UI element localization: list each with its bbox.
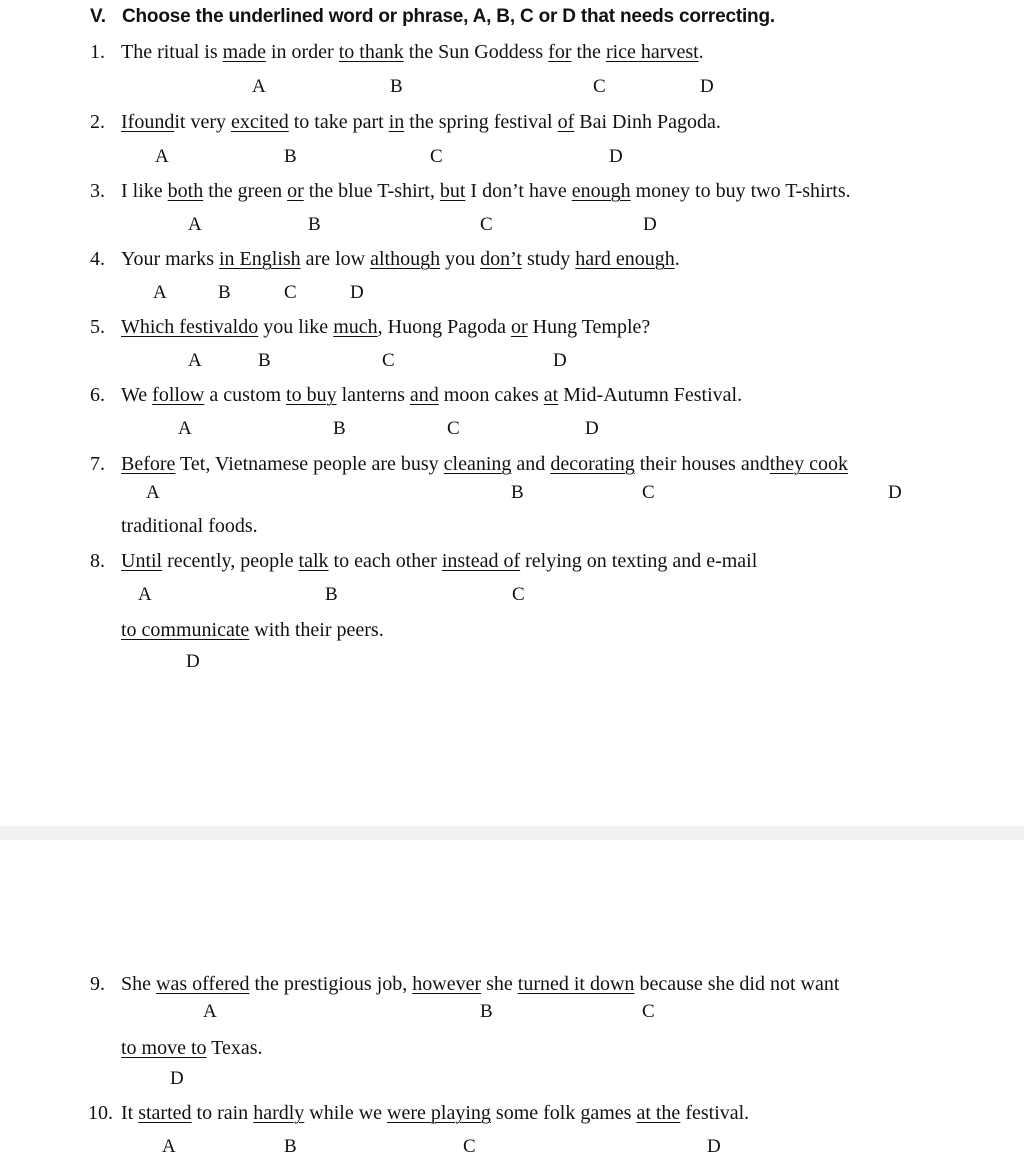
question-7-option-b-phrase: cleaning bbox=[443, 453, 512, 475]
question-2-letter-c: C bbox=[430, 146, 443, 167]
question-4-option-b-phrase: although bbox=[370, 248, 441, 270]
question-2-text: the spring festival bbox=[404, 111, 558, 133]
question-8-option-b-phrase: talk bbox=[298, 550, 329, 572]
question-7-text: their houses and bbox=[634, 453, 770, 475]
question-2-letter-a: A bbox=[155, 146, 169, 167]
question-3-letter-c: C bbox=[480, 214, 493, 235]
question-7-number: 7. bbox=[90, 453, 105, 475]
question-4-sentence bbox=[121, 247, 680, 271]
question-2-letter-d: D bbox=[609, 146, 623, 167]
question-4-option-c-phrase: don’t bbox=[480, 248, 522, 270]
section-heading bbox=[90, 6, 775, 28]
question-6-text: lanterns bbox=[336, 384, 410, 406]
question-6-number: 6. bbox=[90, 384, 105, 406]
question-5-option-a-phrase: Which festival bbox=[121, 316, 239, 338]
question-8-letter-d: D bbox=[186, 651, 200, 672]
question-2-letter-b: B bbox=[284, 146, 297, 167]
question-1-letter-b: B bbox=[390, 76, 403, 97]
question-7-text: and bbox=[511, 453, 551, 475]
question-6-option-d-phrase: at bbox=[543, 384, 559, 406]
question-5-letter-c: C bbox=[382, 350, 395, 371]
question-8-text: to each other bbox=[328, 550, 442, 572]
question-1-text: in order bbox=[265, 41, 339, 63]
question-9-option-d-phrase: to move to bbox=[121, 1037, 207, 1059]
question-10-letter-b: B bbox=[284, 1136, 297, 1157]
question-8-text: with their peers. bbox=[249, 619, 384, 641]
question-10-option-a-phrase: started bbox=[138, 1102, 192, 1124]
question-4-letter-d: D bbox=[350, 282, 364, 303]
question-10-text: some folk games bbox=[490, 1102, 637, 1124]
question-8-option-a-phrase: Until bbox=[121, 550, 163, 572]
question-7-letter-d: D bbox=[888, 482, 902, 503]
question-5-text: you like bbox=[258, 316, 334, 338]
question-10-option-d-phrase: at the bbox=[636, 1102, 681, 1124]
question-2-number: 2. bbox=[90, 111, 105, 133]
worksheet-page-2 bbox=[0, 840, 1024, 1174]
question-6-text: Mid-Autumn Festival. bbox=[558, 384, 743, 406]
question-7-continuation: traditional foods. bbox=[121, 515, 258, 537]
question-9-letter-a: A bbox=[203, 1001, 217, 1022]
section-instruction: Choose the underlined word or phrase, A, B, C or D that needs correcting. bbox=[122, 6, 775, 27]
question-4-number: 4. bbox=[90, 248, 105, 270]
question-1-sentence bbox=[121, 40, 704, 64]
question-8-sentence bbox=[121, 549, 757, 573]
question-10-sentence bbox=[121, 1101, 749, 1125]
question-7-letter-b: B bbox=[511, 482, 524, 503]
question-7-text: Tet, Vietnamese people are busy bbox=[175, 453, 444, 475]
question-1-text: the Sun Goddess bbox=[403, 41, 549, 63]
question-9-option-c-phrase: turned it down bbox=[517, 973, 635, 995]
question-2-text: Bai Dinh Pagoda. bbox=[574, 111, 721, 133]
question-8-text: recently, people bbox=[162, 550, 299, 572]
question-1-option-c-phrase: for bbox=[548, 41, 572, 63]
section-number: V. bbox=[90, 6, 106, 27]
question-2-text: to take part bbox=[288, 111, 389, 133]
question-9-sentence bbox=[121, 972, 839, 996]
question-9-option-a-phrase: was offered bbox=[156, 973, 250, 995]
question-9-option-b-phrase: however bbox=[412, 973, 482, 995]
question-5-text: Hung Temple? bbox=[527, 316, 651, 338]
question-9-letter-c: C bbox=[642, 1001, 655, 1022]
question-4-option-d-phrase: hard enough bbox=[575, 248, 675, 270]
question-9-text: she bbox=[481, 973, 518, 995]
question-9-text: because she did not want bbox=[634, 973, 840, 995]
question-3-text: the blue T-shirt, bbox=[303, 180, 440, 202]
question-10-option-c-phrase: were playing bbox=[387, 1102, 491, 1124]
question-10-text: It bbox=[121, 1102, 139, 1124]
question-10-letter-a: A bbox=[162, 1136, 176, 1157]
question-7-option-d-phrase: they cook bbox=[769, 453, 849, 475]
question-7-letter-a: A bbox=[146, 482, 160, 503]
question-2-option-b-phrase: found bbox=[127, 111, 175, 133]
question-3-text: I don’t have bbox=[465, 180, 572, 202]
question-1-option-b-phrase: to thank bbox=[338, 41, 404, 63]
question-9-continuation bbox=[121, 1036, 263, 1060]
question-6-letter-b: B bbox=[333, 418, 346, 439]
question-10-text: while we bbox=[304, 1102, 388, 1124]
question-10-text: to rain bbox=[191, 1102, 254, 1124]
question-9-letter-b: B bbox=[480, 1001, 493, 1022]
question-4-letter-c: C bbox=[284, 282, 297, 303]
question-3-letter-d: D bbox=[643, 214, 657, 235]
question-5-option-d-phrase: or bbox=[510, 316, 528, 338]
question-3-text: money to buy two T-shirts. bbox=[630, 180, 851, 202]
question-5-number: 5. bbox=[90, 316, 105, 338]
question-6-letter-d: D bbox=[585, 418, 599, 439]
question-10-number: 10. bbox=[88, 1102, 113, 1124]
question-1-option-a-phrase: made bbox=[222, 41, 266, 63]
question-1-letter-d: D bbox=[700, 76, 714, 97]
question-5-option-c-phrase: much bbox=[333, 316, 378, 338]
question-2-underlined-phrase: excited bbox=[231, 111, 289, 133]
question-1-letter-c: C bbox=[593, 76, 606, 97]
question-5-text: , Huong Pagoda bbox=[377, 316, 511, 338]
question-6-text: a custom bbox=[204, 384, 287, 406]
question-2-option-c-phrase: in bbox=[388, 111, 405, 133]
question-8-letter-b: B bbox=[325, 584, 338, 605]
question-8-letter-a: A bbox=[138, 584, 152, 605]
question-6-option-c-phrase: and bbox=[409, 384, 439, 406]
question-6-letter-a: A bbox=[178, 418, 192, 439]
question-4-text: you bbox=[440, 248, 481, 270]
question-9-text: the prestigious job, bbox=[249, 973, 413, 995]
question-8-letter-c: C bbox=[512, 584, 525, 605]
question-9-text: She bbox=[121, 973, 156, 995]
question-6-option-b-phrase: to buy bbox=[286, 384, 337, 406]
question-6-text: We bbox=[121, 384, 153, 406]
question-8-text: relying on texting and e-mail bbox=[520, 550, 758, 572]
question-6-sentence bbox=[121, 383, 742, 407]
question-10-letter-c: C bbox=[463, 1136, 476, 1157]
question-2-option-a-phrase: I bbox=[121, 111, 128, 133]
question-9-letter-d: D bbox=[170, 1068, 184, 1089]
question-8-option-d-phrase: to communicate bbox=[121, 619, 250, 641]
question-1-text: the bbox=[571, 41, 606, 63]
question-4-letter-a: A bbox=[153, 282, 167, 303]
question-3-number: 3. bbox=[90, 180, 105, 202]
question-10-text: festival. bbox=[680, 1102, 750, 1124]
question-3-text: I like bbox=[121, 180, 168, 202]
question-3-sentence bbox=[121, 179, 851, 203]
question-1-text: . bbox=[698, 41, 704, 63]
question-6-letter-c: C bbox=[447, 418, 460, 439]
question-3-option-d-phrase: enough bbox=[571, 180, 631, 202]
question-9-number: 9. bbox=[90, 973, 105, 995]
question-7-sentence bbox=[121, 452, 848, 476]
question-4-text: Your marks bbox=[121, 248, 219, 270]
question-4-option-a-phrase: in English bbox=[218, 248, 301, 270]
question-3-letter-a: A bbox=[188, 214, 202, 235]
question-1-number: 1. bbox=[90, 41, 105, 63]
question-10-letter-d: D bbox=[707, 1136, 721, 1157]
question-7-option-a-phrase: Before bbox=[121, 453, 176, 475]
question-4-text: study bbox=[521, 248, 576, 270]
question-8-option-c-phrase: instead of bbox=[441, 550, 521, 572]
question-9-text: Texas. bbox=[206, 1037, 263, 1059]
question-7-letter-c: C bbox=[642, 482, 655, 503]
question-5-letter-a: A bbox=[188, 350, 202, 371]
question-1-option-d-phrase: rice harvest bbox=[605, 41, 699, 63]
question-1-letter-a: A bbox=[252, 76, 266, 97]
question-4-text: are low bbox=[300, 248, 371, 270]
question-3-option-c-phrase: but bbox=[439, 180, 466, 202]
question-8-number: 8. bbox=[90, 550, 105, 572]
question-2-option-d-phrase: of bbox=[557, 111, 575, 133]
question-3-letter-b: B bbox=[308, 214, 321, 235]
question-3-option-a-phrase: both bbox=[167, 180, 204, 202]
question-2-sentence bbox=[121, 110, 721, 134]
question-6-option-a-phrase: follow bbox=[152, 384, 205, 406]
question-7-option-c-phrase: decorating bbox=[550, 453, 635, 475]
question-4-text: . bbox=[674, 248, 680, 270]
question-5-letter-b: B bbox=[258, 350, 271, 371]
question-8-continuation bbox=[121, 618, 384, 642]
question-1-text: The ritual is bbox=[121, 41, 223, 63]
page-break bbox=[0, 826, 1024, 840]
question-3-text: the green bbox=[203, 180, 288, 202]
question-5-sentence bbox=[121, 315, 650, 339]
question-5-option-b-phrase: do bbox=[238, 316, 259, 338]
question-3-option-b-phrase: or bbox=[287, 180, 304, 202]
question-2-text: it very bbox=[174, 111, 231, 133]
question-5-letter-d: D bbox=[553, 350, 567, 371]
question-4-letter-b: B bbox=[218, 282, 231, 303]
question-10-option-b-phrase: hardly bbox=[253, 1102, 305, 1124]
question-6-text: moon cakes bbox=[438, 384, 544, 406]
